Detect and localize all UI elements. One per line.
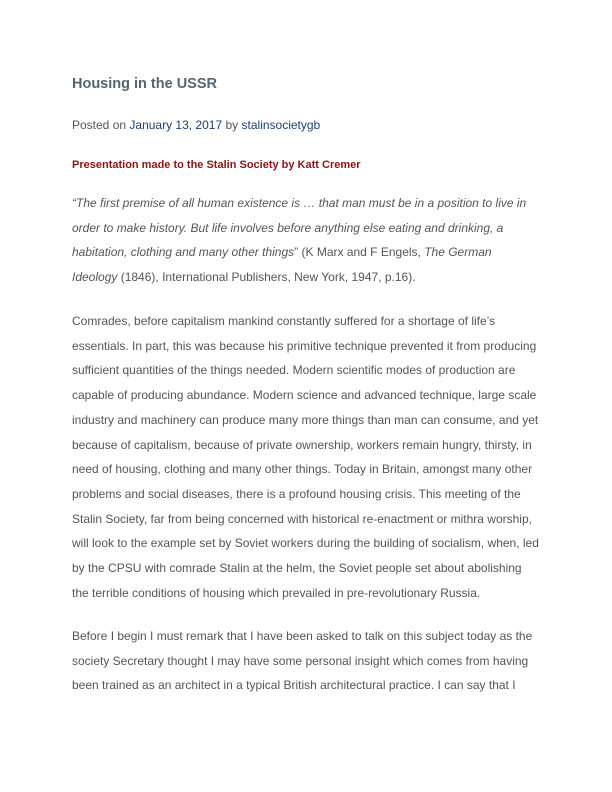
paragraph-line: by the CPSU with comrade Stalin at the helm, the Soviet people set about abolishing [72, 561, 522, 576]
quote-line: order to make history. But life involves before anything else eating and drinking, a [72, 220, 504, 235]
paragraph-line: Before I begin I must remark that I have been asked to talk on this subject today as the [72, 629, 533, 643]
paragraph-line: because of capitalism, because of private ownership, workers remain hungry, thirsty, in [72, 437, 532, 452]
paragraph-line: society Secretary thought I may have some personal insight which comes from having [72, 653, 529, 668]
paragraph-line: need of housing, clothing and many other things. Today in Britain, amongst many other [72, 462, 533, 477]
quote-line [72, 265, 544, 290]
paragraph-1 [72, 309, 544, 605]
citation-text: ” (K Marx and F Engels, [294, 245, 425, 260]
marx-quote [72, 191, 544, 290]
quote-line: “The first premise of all human existence is … that man must be in a position to live in [72, 196, 527, 210]
book-title: The German [424, 245, 492, 260]
quote-text: habitation, clothing and many other things [72, 245, 295, 260]
quote-line [72, 240, 544, 265]
by-label: by [225, 118, 239, 132]
paragraph-line: Comrades, before capitalism mankind constantly suffered for a shortage of life’s [72, 314, 496, 328]
paragraph-line: problems and social diseases, there is a profound housing crisis. This meeting of the [72, 486, 521, 501]
post-title: Housing in the USSR [72, 76, 217, 92]
paragraph-line: sufficient quantities of the things needed. Modern scientific modes of production are [72, 363, 516, 378]
paragraph-line: essentials. In part, this was because his primitive technique prevented it from producing [72, 338, 537, 353]
paragraph-line: been trained as an architect in a typical British architectural practice. I can say that I [72, 678, 516, 693]
paragraph-line: the terrible conditions of housing which prevailed in pre-revolutionary Russia. [72, 585, 481, 600]
paragraph-line: capable of producing abundance. Modern science and advanced technique, large scale [72, 388, 537, 403]
post-subtitle: Presentation made to the Stalin Society by Katt Cremer [72, 159, 361, 171]
book-title: Ideology [72, 270, 118, 285]
author-link[interactable]: stalinsocietygb [241, 118, 321, 132]
paragraph-2 [72, 624, 544, 698]
paragraph-line: Stalin Society, far from being concerned with historical re-enactment or mithra worship, [72, 511, 532, 526]
paragraph-line: industry and machinery can produce many more things than man can consume, and yet [72, 412, 539, 427]
paragraph-line: will look to the example set by Soviet workers during the building of socialism, when, led [72, 536, 539, 551]
posted-on-label: Posted on [72, 118, 127, 132]
post-date-link[interactable]: January 13, 2017 [129, 118, 223, 132]
citation-text: (1846), International Publishers, New York, 1947, p.16). [117, 270, 416, 285]
post-meta [72, 118, 320, 132]
